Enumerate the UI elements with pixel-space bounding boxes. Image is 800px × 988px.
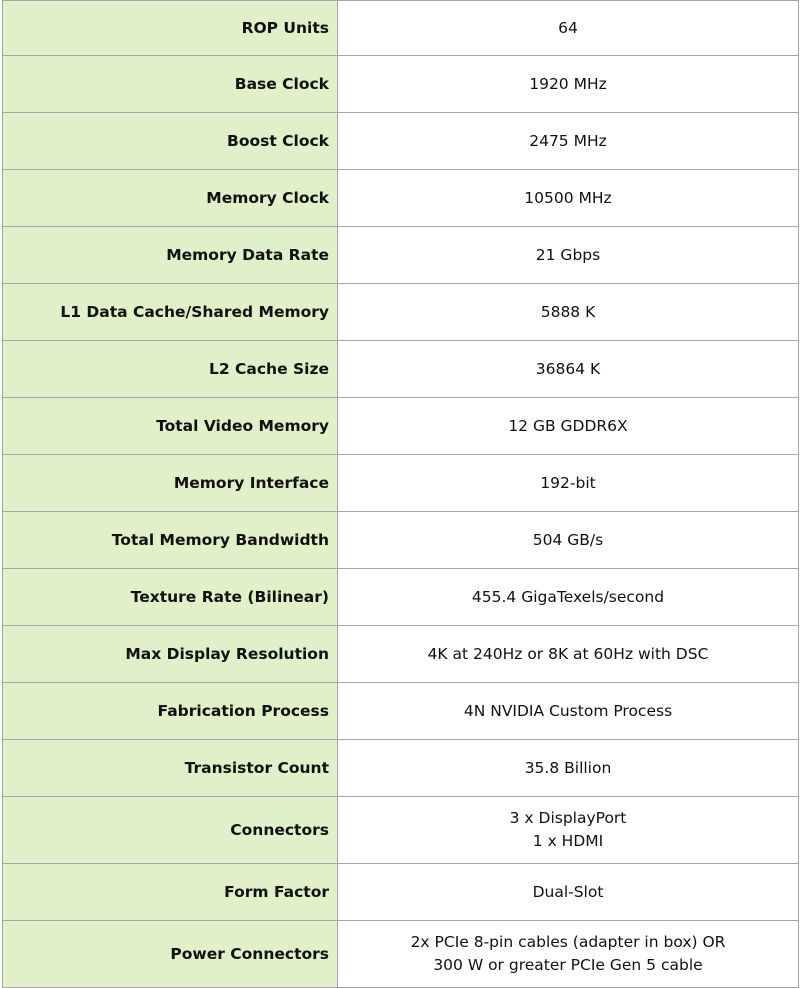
spec-label: Memory Data Rate <box>3 227 338 284</box>
spec-value: 5888 K <box>338 284 799 341</box>
spec-value-line: 2x PCIe 8-pin cables (adapter in box) OR <box>410 933 726 951</box>
spec-value-line: 1 x HDMI <box>532 832 604 850</box>
spec-label: L1 Data Cache/Shared Memory <box>3 284 338 341</box>
spec-row-l2-cache <box>3 341 799 398</box>
spec-row-memory-clock <box>3 170 799 227</box>
spec-label: Total Video Memory <box>3 398 338 455</box>
spec-label: Texture Rate (Bilinear) <box>3 569 338 626</box>
spec-row-total-memory-bandwidth <box>3 512 799 569</box>
spec-label: Fabrication Process <box>3 683 338 740</box>
spec-value <box>338 797 799 864</box>
spec-value: 36864 K <box>338 341 799 398</box>
spec-row-form-factor <box>3 864 799 921</box>
spec-value: 4N NVIDIA Custom Process <box>338 683 799 740</box>
spec-value: 1920 MHz <box>338 56 799 113</box>
spec-row-memory-data-rate <box>3 227 799 284</box>
spec-value: 21 Gbps <box>338 227 799 284</box>
spec-row-rop-units <box>3 1 799 56</box>
spec-row-fabrication-process <box>3 683 799 740</box>
spec-value: 4K at 240Hz or 8K at 60Hz with DSC <box>338 626 799 683</box>
spec-row-memory-interface <box>3 455 799 512</box>
spec-value-line: 3 x DisplayPort <box>509 809 627 827</box>
spec-value: 12 GB GDDR6X <box>338 398 799 455</box>
spec-label: Memory Interface <box>3 455 338 512</box>
spec-value <box>338 921 799 988</box>
spec-row-l1-cache <box>3 284 799 341</box>
spec-label: Memory Clock <box>3 170 338 227</box>
spec-label: ROP Units <box>3 1 338 56</box>
spec-value: Dual-Slot <box>338 864 799 921</box>
spec-value: 192-bit <box>338 455 799 512</box>
specs-table <box>2 0 799 988</box>
spec-value: 35.8 Billion <box>338 740 799 797</box>
spec-label: Form Factor <box>3 864 338 921</box>
spec-row-total-video-memory <box>3 398 799 455</box>
spec-value: 2475 MHz <box>338 113 799 170</box>
spec-row-texture-rate <box>3 569 799 626</box>
spec-label: Total Memory Bandwidth <box>3 512 338 569</box>
spec-row-power-connectors <box>3 921 799 988</box>
spec-row-transistor-count <box>3 740 799 797</box>
spec-value: 64 <box>338 1 799 56</box>
spec-label: Base Clock <box>3 56 338 113</box>
spec-label: Transistor Count <box>3 740 338 797</box>
spec-label: Boost Clock <box>3 113 338 170</box>
spec-value: 10500 MHz <box>338 170 799 227</box>
spec-value: 455.4 GigaTexels/second <box>338 569 799 626</box>
spec-row-base-clock <box>3 56 799 113</box>
spec-row-max-display-resolution <box>3 626 799 683</box>
spec-label: L2 Cache Size <box>3 341 338 398</box>
spec-label: Connectors <box>3 797 338 864</box>
spec-label: Power Connectors <box>3 921 338 988</box>
spec-value: 504 GB/s <box>338 512 799 569</box>
spec-row-boost-clock <box>3 113 799 170</box>
spec-row-connectors <box>3 797 799 864</box>
spec-label: Max Display Resolution <box>3 626 338 683</box>
spec-value-line: 300 W or greater PCIe Gen 5 cable <box>433 956 703 974</box>
